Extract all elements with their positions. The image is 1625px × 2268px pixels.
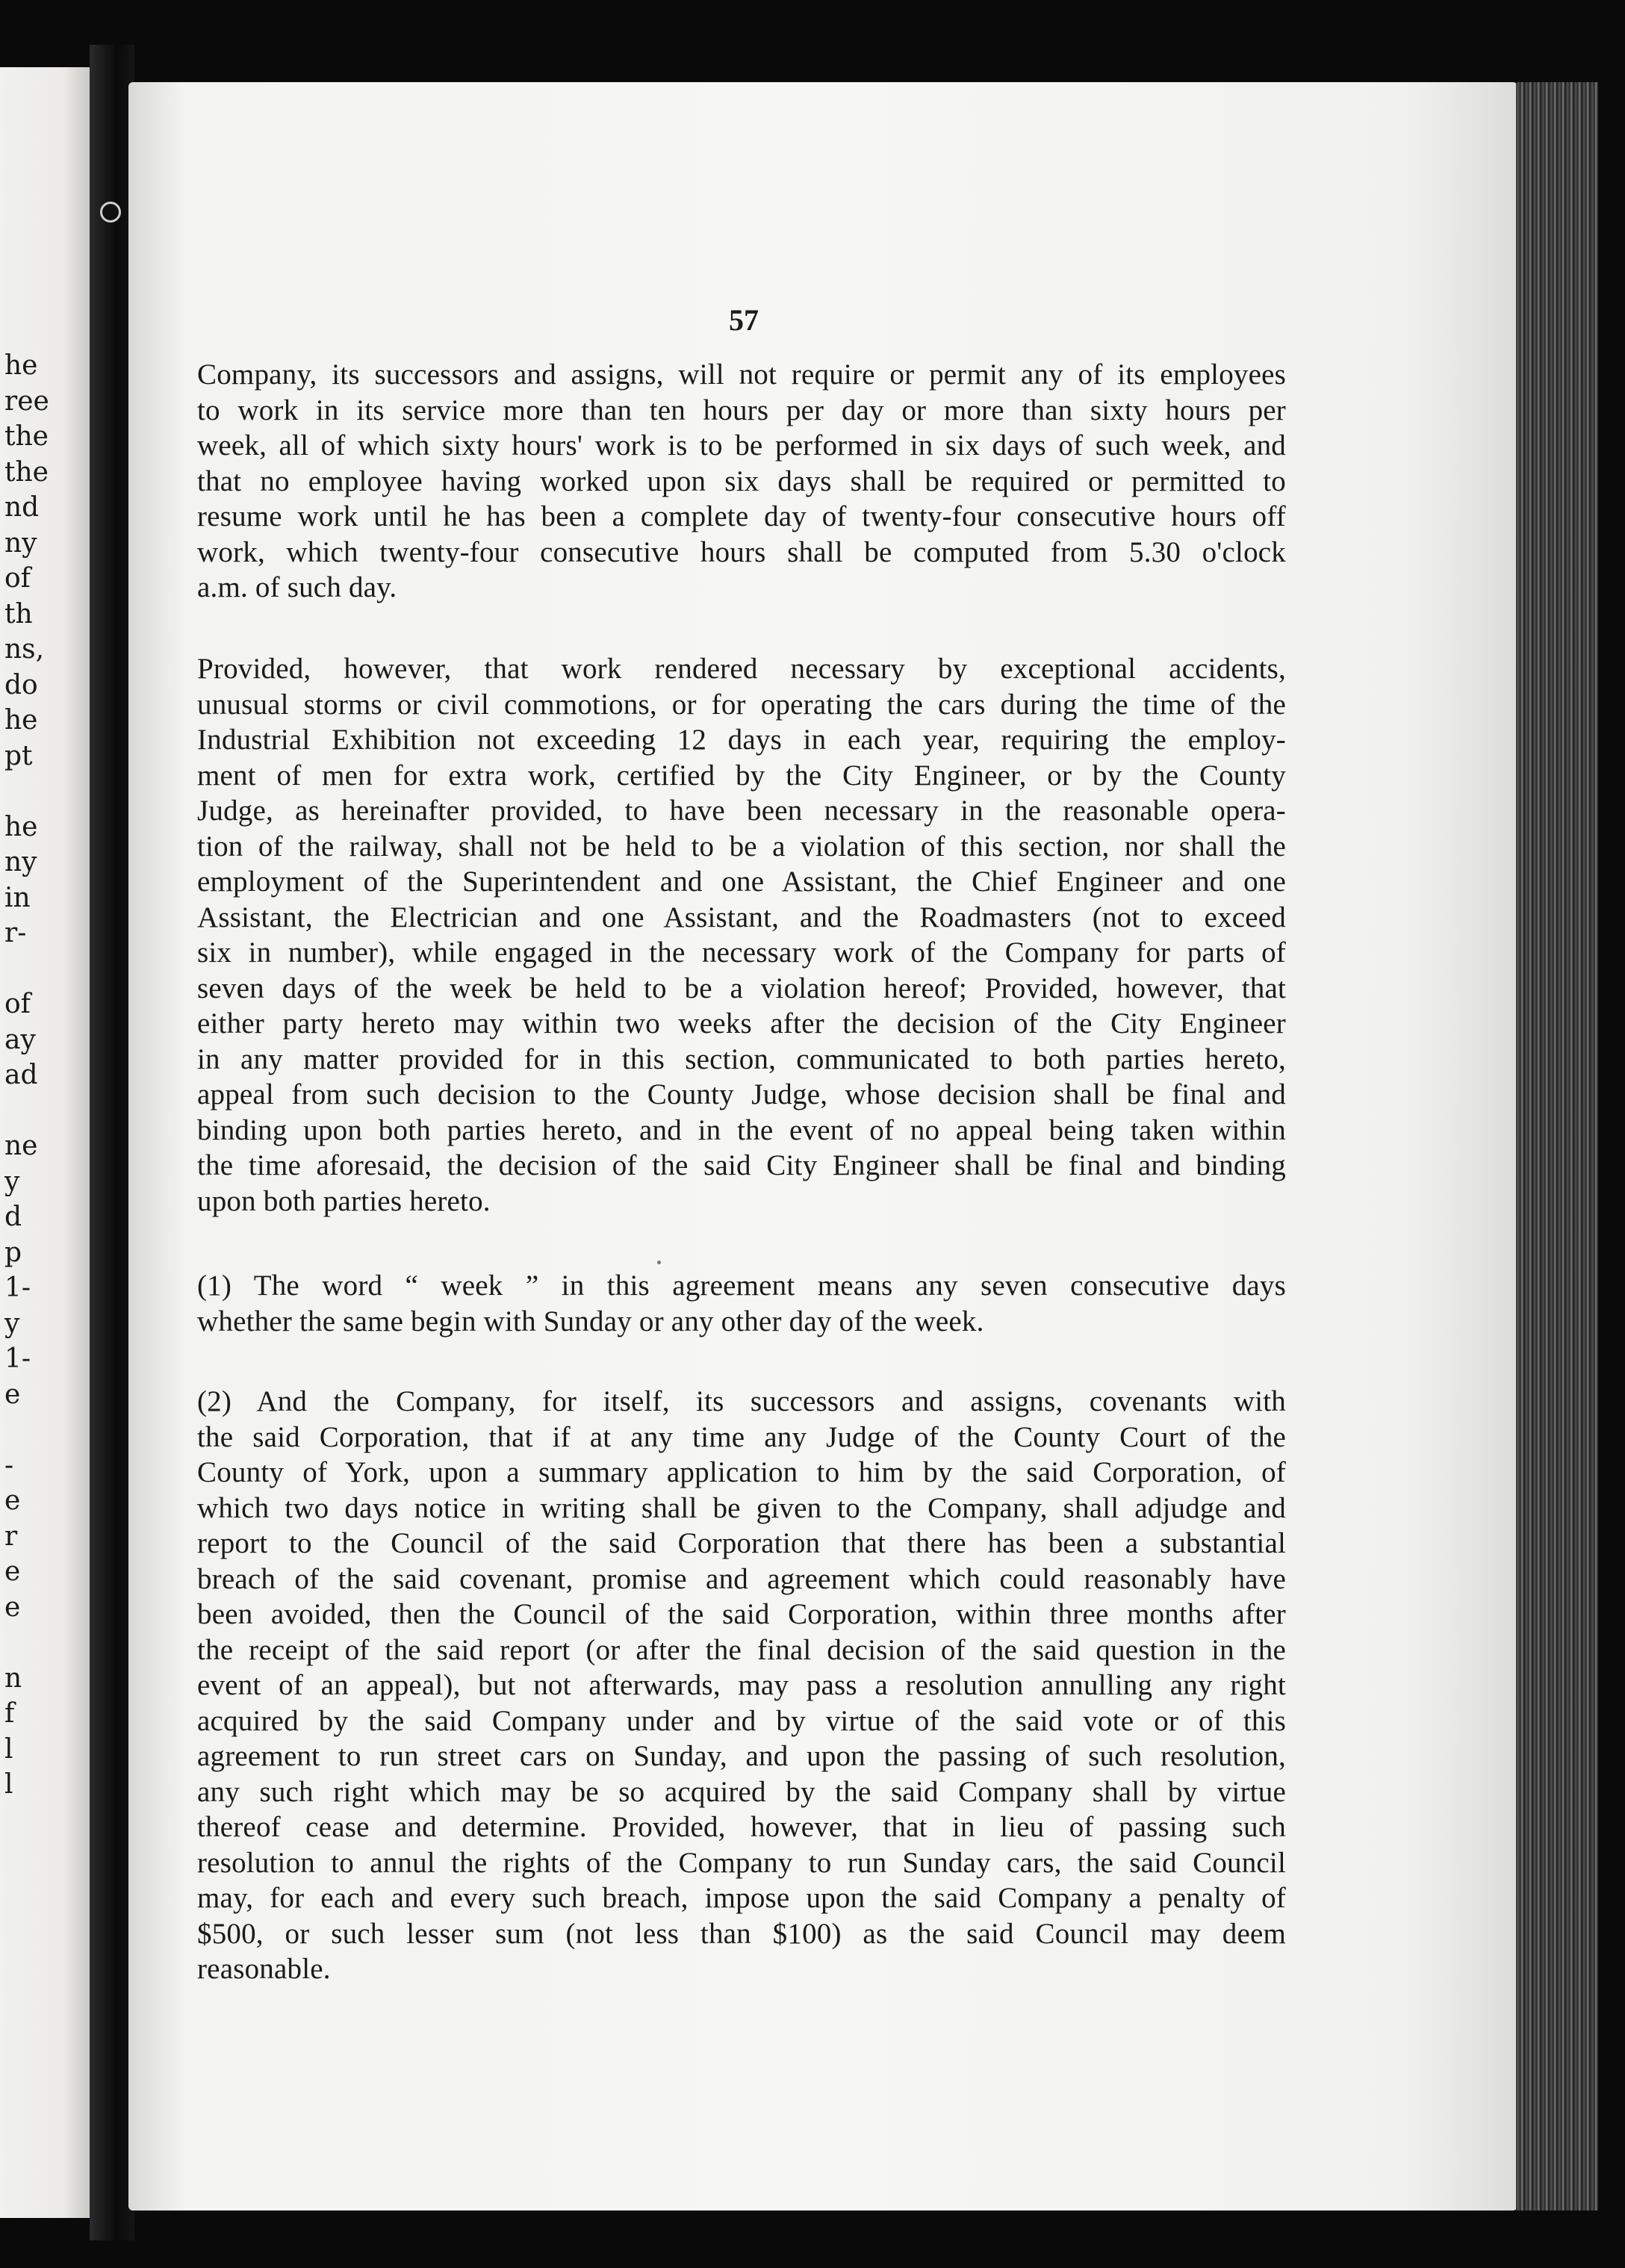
margin-fragment: e xyxy=(4,1557,21,1587)
paragraph-2 xyxy=(197,651,1286,1219)
text-line: work, which twenty-four consecutive hours shall be computed from 5.30 o'clock xyxy=(197,535,1286,568)
text-line: Industrial Exhibition not exceeding 12 days in each year, requiring the employ- xyxy=(197,724,1286,756)
paragraph-1 xyxy=(197,357,1286,606)
margin-fragment: d xyxy=(4,1202,22,1232)
text-line: employment of the Superintendent and one Assistant, the Chief Engineer and one xyxy=(197,866,1286,898)
margin-fragment: of xyxy=(4,989,31,1019)
text-line: Assistant, the Electrician and one Assistant, and the Roadmasters (not to exceed xyxy=(197,901,1286,933)
text-line: the time aforesaid, the decision of the said City Engineer shall be final and binding xyxy=(197,1149,1286,1181)
margin-fragment: he xyxy=(4,351,38,381)
text-line: whether the same begin with Sunday or any other day of the week. xyxy=(197,1305,984,1338)
text-line: tion of the railway, shall not be held to be a violation of this section, nor shall the xyxy=(197,830,1286,863)
stray-mark xyxy=(657,1261,661,1264)
margin-fragment: ns, xyxy=(4,635,45,665)
text-line: event of an appeal), but not afterwards, may pass a resolution annulling any right xyxy=(197,1669,1286,1701)
text-line: to work in its service more than ten hours per day or more than sixty hours per xyxy=(197,394,1286,426)
text-line: binding upon both parties hereto, and in the event of no appeal being taken within xyxy=(197,1113,1286,1146)
margin-fragment: of xyxy=(4,564,31,594)
text-line: appeal from such decision to the County Judge, whose decision shall be final and xyxy=(197,1078,1286,1110)
book-gutter xyxy=(90,45,134,2240)
margin-fragment: ne xyxy=(4,1131,38,1161)
text-line: ment of men for extra work, certified by the City Engineer, or by the County xyxy=(197,759,1286,792)
left-facing-page xyxy=(0,67,90,2218)
paragraph-4 xyxy=(197,1384,1286,1987)
text-line: report to the Council of the said Corporation that there has been a substantial xyxy=(197,1527,1286,1559)
margin-fragment: n xyxy=(4,1663,22,1694)
text-line: unusual storms or civil commotions, or for operating the cars during the time of the xyxy=(197,688,1286,721)
text-line: thereof cease and determine. Provided, however, that in lieu of passing such xyxy=(197,1811,1286,1843)
margin-fragment: r- xyxy=(4,919,27,948)
margin-fragment: y xyxy=(4,1308,20,1339)
text-line: agreement to run street cars on Sunday, and upon the passing of such resolution, xyxy=(197,1740,1286,1772)
text-line: seven days of the week be held to be a violation hereof; Provided, however, that xyxy=(197,972,1286,1004)
text-line: acquired by the said Company under and by virtue of the said vote or of this xyxy=(197,1704,1286,1737)
margin-fragment: the xyxy=(4,457,49,488)
margin-fragment: in xyxy=(4,883,31,913)
margin-fragment: nd xyxy=(4,493,40,523)
margin-fragment: ny xyxy=(4,848,37,877)
text-line: been avoided, then the Council of the said Corporation, within three months after xyxy=(197,1598,1286,1630)
margin-fragment: pt xyxy=(4,741,33,771)
text-line: any such right which may be so acquired by the said Company shall by virtue xyxy=(197,1775,1286,1808)
margin-fragment: ad xyxy=(4,1060,38,1090)
margin-fragment: 1- xyxy=(4,1344,31,1374)
margin-fragment: ny xyxy=(4,528,37,559)
margin-fragment: 1- xyxy=(4,1273,31,1303)
margin-fragment: ree xyxy=(4,386,49,417)
text-line: a.m. of such day. xyxy=(197,571,397,603)
text-line: week, all of which sixty hours' work is to be performed in six days of such week, and xyxy=(197,429,1286,462)
margin-fragment: th xyxy=(4,599,33,630)
text-line: resolution to annul the rights of the Company to run Sunday cars, the said Council xyxy=(197,1846,1286,1879)
left-margin-fragments xyxy=(0,67,90,2218)
text-line: $500, or such lesser sum (not less than $100) as the said Council may deem xyxy=(197,1917,1286,1950)
page-number: 57 xyxy=(729,303,759,337)
margin-fragment: y xyxy=(4,1166,20,1197)
margin-fragment: e xyxy=(4,1486,21,1516)
text-line: County of York, upon a summary application to him by the said Corporation, of xyxy=(197,1456,1286,1488)
text-line: either party hereto may within two weeks after the decision of the City Engineer xyxy=(197,1007,1286,1040)
text-line: in any matter provided for in this section, communicated to both parties hereto, xyxy=(197,1043,1286,1075)
margin-fragment: ay xyxy=(4,1025,36,1055)
text-line: (1) The word “ week ” in this agreement means any seven consecutive days xyxy=(197,1270,1286,1302)
text-line: the receipt of the said report (or after the final decision of the said question in the xyxy=(197,1633,1286,1666)
text-line: the said Corporation, that if at any time any Judge of the County Court of the xyxy=(197,1420,1286,1453)
margin-fragment: he xyxy=(4,812,38,842)
text-line: which two days notice in writing shall be given to the Company, shall adjudge and xyxy=(197,1491,1286,1524)
text-line: that no employee having worked upon six days shall be required or permitted to xyxy=(197,465,1286,497)
text-line: breach of the said covenant, promise and agreement which could reasonably have xyxy=(197,1562,1286,1595)
margin-fragment: l xyxy=(4,1770,13,1800)
margin-fragment: f xyxy=(4,1699,15,1729)
text-line: Provided, however, that work rendered necessary by exceptional accidents, xyxy=(197,653,1286,685)
paragraph-3 xyxy=(197,1268,1286,1339)
text-line: Company, its successors and assigns, will not require or permit any of its employees xyxy=(197,358,1286,391)
page-edge-stack xyxy=(1516,82,1598,2210)
margin-fragment: e xyxy=(4,1592,21,1623)
text-line: reasonable. xyxy=(197,1953,331,1985)
text-line: may, for each and every such breach, impose upon the said Company a penalty of xyxy=(197,1882,1286,1914)
binding-hole-icon xyxy=(100,202,121,223)
margin-fragment: p xyxy=(4,1237,22,1268)
text-line: Judge, as hereinafter provided, to have been necessary in the reasonable opera- xyxy=(197,795,1286,827)
text-line: (2) And the Company, for itself, its successors and assigns, covenants with xyxy=(197,1385,1286,1417)
text-line: upon both parties hereto. xyxy=(197,1184,491,1217)
margin-fragment: he xyxy=(4,706,38,736)
margin-fragment: l xyxy=(4,1734,13,1765)
margin-fragment: r xyxy=(4,1521,18,1552)
margin-fragment: - xyxy=(4,1450,14,1481)
text-line: six in number), while engaged in the necessary work of the Company for parts of xyxy=(197,936,1286,969)
margin-fragment: do xyxy=(4,670,38,700)
margin-fragment: e xyxy=(4,1379,21,1410)
margin-fragment: the xyxy=(4,422,49,452)
text-line: resume work until he has been a complete day of twenty-four consecutive hours off xyxy=(197,500,1286,532)
